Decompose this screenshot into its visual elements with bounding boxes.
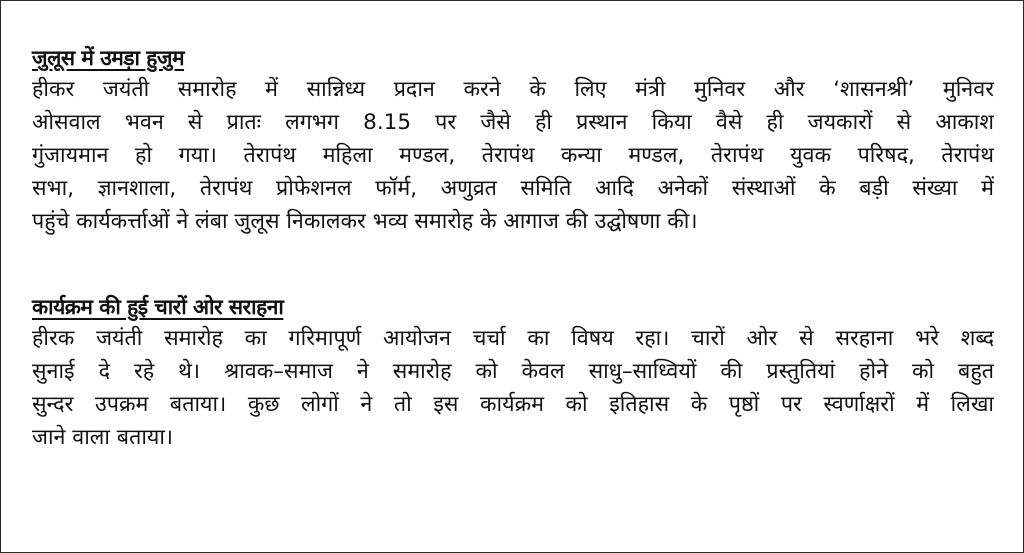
section-appreciation [32,292,994,454]
paragraph-line: हीरक जयंती समारोह का गरिमापूर्ण आयोजन चर्चा का विषय रहा। चारों ओर से सरहाना भरे शब्द [32,326,994,351]
paragraph-line: सुन्दर उपक्रम बताया। कुछ लोगों ने तो इस कार्यक्रम को इतिहास के पृष्ठों पर स्वर्णाक्षरों में लिखा [32,392,994,417]
paragraph-appreciation [32,322,994,454]
paragraph-line: जाने वाला बताया। [32,425,174,450]
paragraph-line: गुंजायमान हो गया। तेरापंथ महिला मण्डल, तेरापंथ कन्या मण्डल, तेरापंथ युवक परिषद, तेरापंथ [32,143,994,168]
paragraph-line: पहुंचे कार्यकर्त्ताओं ने लंबा जुलूस निकालकर भव्य समारोह के आगाज की उद्घोषणा की। [32,209,698,234]
section-heading-appreciation: कार्यक्रम की हुई चारों ओर सराहना [32,295,284,319]
section-heading-procession: जुलूस में उमड़ा हुजुम [32,46,185,70]
paragraph-procession [32,73,994,238]
paragraph-line: हीकर जयंती समारोह में सान्निध्य प्रदान करने के लिए मंत्री मुनिवर और ‘शासनश्री’ मुनिवर [32,77,994,102]
paragraph-line: सुनाई दे रहे थे। श्रावक–समाज ने समारोह को केवल साधु–साध्वियों की प्रस्तुतियां होने को बहुत [32,359,994,384]
article-body [32,43,994,454]
paragraph-line: सभा, ज्ञानशाला, तेरापंथ प्रोफेशनल फॉर्म, अणुव्रत समिति आदि अनेकों संस्थाओं के बड़ी संख्या में [32,176,994,201]
paragraph-line: ओसवाल भवन से प्रातः लगभग 8.15 पर जैसे ही प्रस्थान किया वैसे ही जयकारों से आकाश [32,110,994,135]
section-procession [32,43,994,238]
